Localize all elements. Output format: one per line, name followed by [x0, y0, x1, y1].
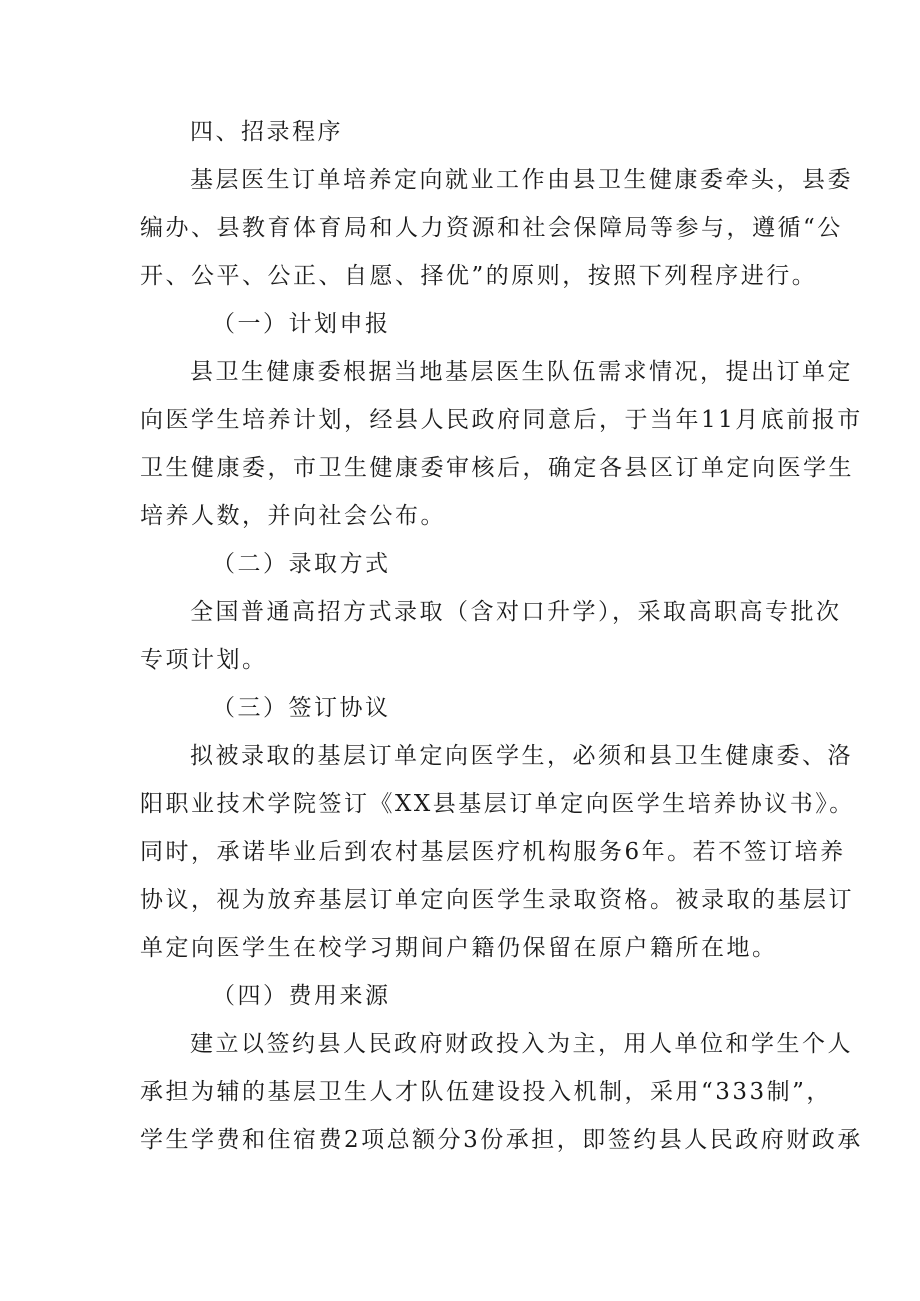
subsection-title-4: （四）费用来源: [212, 983, 391, 1009]
paragraph-line: 阳职业技术学院签订《XX县基层订单定向医学生培养协议书》。: [140, 791, 855, 817]
paragraph-line: 单定向医学生在校学习期间户籍仍保留在原户籍所在地。: [140, 935, 778, 961]
intro-line-2: 编办、县教育体育局和人力资源和社会保障局等参与，遵循“公: [140, 215, 843, 241]
section-heading: 四、招录程序: [190, 119, 343, 145]
paragraph-line: 承担为辅的基层卫生人才队伍建设投入机制，采用“333制”，: [140, 1079, 832, 1105]
paragraph-line: 专项计划。: [140, 647, 268, 673]
paragraph-line: 培养人数，并向社会公布。: [140, 503, 446, 529]
paragraph-line: 学生学费和住宿费2项总额分3份承担，即签约县人民政府财政承: [140, 1127, 863, 1153]
paragraph-line: 协议，视为放弃基层订单定向医学生录取资格。被录取的基层订: [140, 887, 854, 913]
paragraph-line: 拟被录取的基层订单定向医学生，必须和县卫生健康委、洛: [190, 743, 853, 769]
subsection-title-2: （二）录取方式: [212, 551, 391, 577]
intro-line-1: 基层医生订单培养定向就业工作由县卫生健康委牵头，县委: [190, 167, 853, 193]
subsection-title-1: （一）计划申报: [212, 311, 391, 337]
paragraph-line: 卫生健康委，市卫生健康委审核后，确定各县区订单定向医学生: [140, 455, 854, 481]
intro-line-3: 开、公平、公正、自愿、择优”的原则，按照下列程序进行。: [140, 263, 818, 289]
paragraph-line: 县卫生健康委根据当地基层医生队伍需求情况，提出订单定: [190, 359, 853, 385]
paragraph-line: 建立以签约县人民政府财政投入为主，用人单位和学生个人: [190, 1031, 853, 1057]
paragraph-line: 全国普通高招方式录取（含对口升学），采取高职高专批次: [190, 599, 842, 625]
paragraph-line: 同时，承诺毕业后到农村基层医疗机构服务6年。若不签订培养: [140, 839, 846, 865]
paragraph-line: 向医学生培养计划，经县人民政府同意后，于当年11月底前报市: [140, 407, 863, 433]
subsection-title-3: （三）签订协议: [212, 695, 391, 721]
